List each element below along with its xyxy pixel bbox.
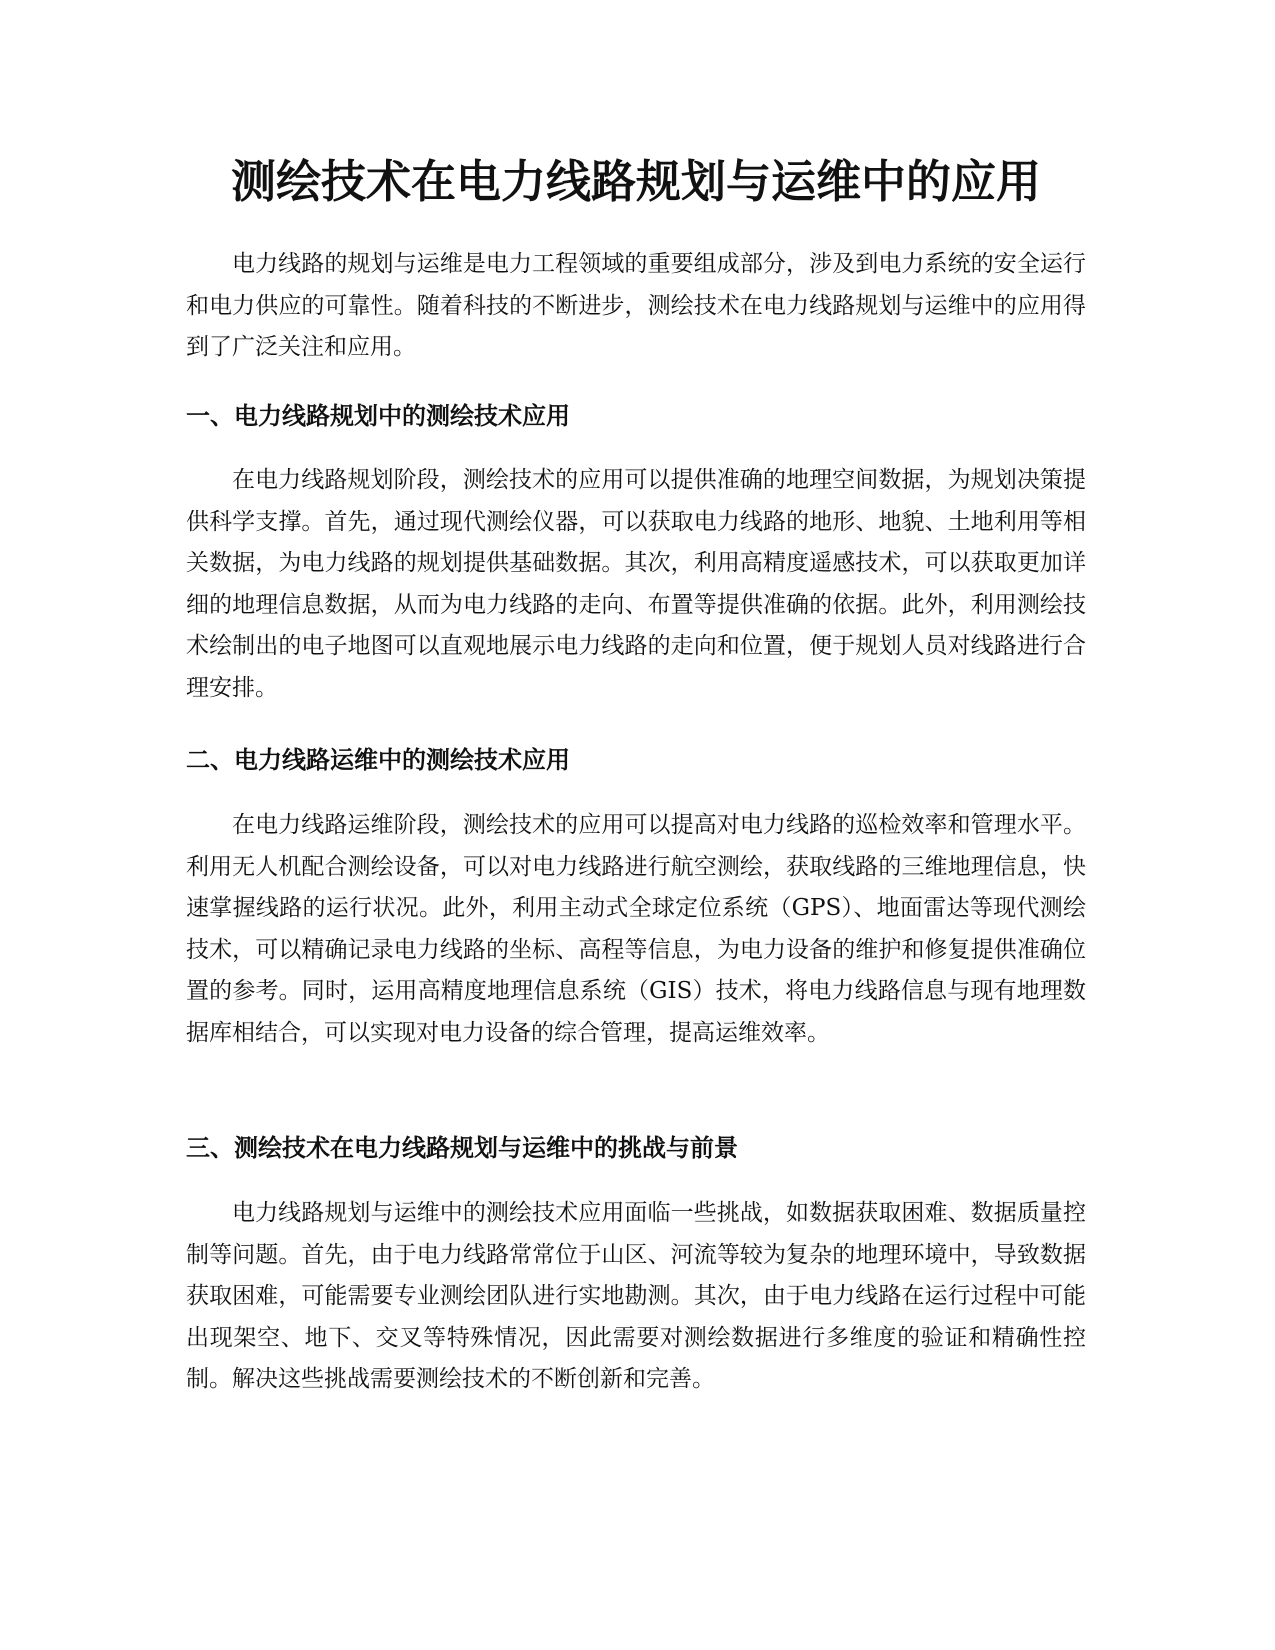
section-heading-3: 三、测绘技术在电力线路规划与运维中的挑战与前景: [186, 1134, 738, 1162]
intro-paragraph: 电力线路的规划与运维是电力工程领域的重要组成部分，涉及到电力系统的安全运行和电力供应的可靠性。随着科技的不断进步，测绘技术在电力线路规划与运维中的应用得到了广泛关注和应用。: [186, 251, 1086, 360]
section-heading-2: 二、电力线路运维中的测绘技术应用: [186, 746, 570, 774]
section-body-2: 在电力线路运维阶段，测绘技术的应用可以提高对电力线路的巡检效率和管理水平。利用无人机配合测绘设备，可以对电力线路进行航空测绘，获取线路的三维地理信息，快速掌握线路的运行状况。此外，利用主动式全球定位系统（GPS）、地面雷达等现代测绘技术，可以精确记录电力线路的坐标、高程等信息，为电力设备的维护和修复提供准确位置的参考。同时，运用高精度地理信息系统（GIS）技术，将电力线路信息与现有地理数据库相结合，可以实现对电力设备的综合管理，提高运维效率。: [186, 812, 1086, 1046]
section-body-1: 在电力线路规划阶段，测绘技术的应用可以提供准确的地理空间数据，为规划决策提供科学支撑。首先，通过现代测绘仪器，可以获取电力线路的地形、地貌、土地利用等相关数据，为电力线路的规划提供基础数据。其次，利用高精度遥感技术，可以获取更加详细的地理信息数据，从而为电力线路的走向、布置等提供准确的依据。此外，利用测绘技术绘制出的电子地图可以直观地展示电力线路的走向和位置，便于规划人员对线路进行合理安排。: [186, 467, 1086, 701]
document-title: 测绘技术在电力线路规划与运维中的应用: [230, 155, 1041, 208]
section-heading-1: 一、电力线路规划中的测绘技术应用: [186, 402, 570, 430]
section-body-3: 电力线路规划与运维中的测绘技术应用面临一些挑战，如数据获取困难、数据质量控制等问题。首先，由于电力线路常常位于山区、河流等较为复杂的地理环境中，导致数据获取困难，可能需要专业测绘团队进行实地勘测。其次，由于电力线路在运行过程中可能出现架空、地下、交叉等特殊情况，因此需要对测绘数据进行多维度的验证和精确性控制。解决这些挑战需要测绘技术的不断创新和完善。: [186, 1200, 1086, 1392]
